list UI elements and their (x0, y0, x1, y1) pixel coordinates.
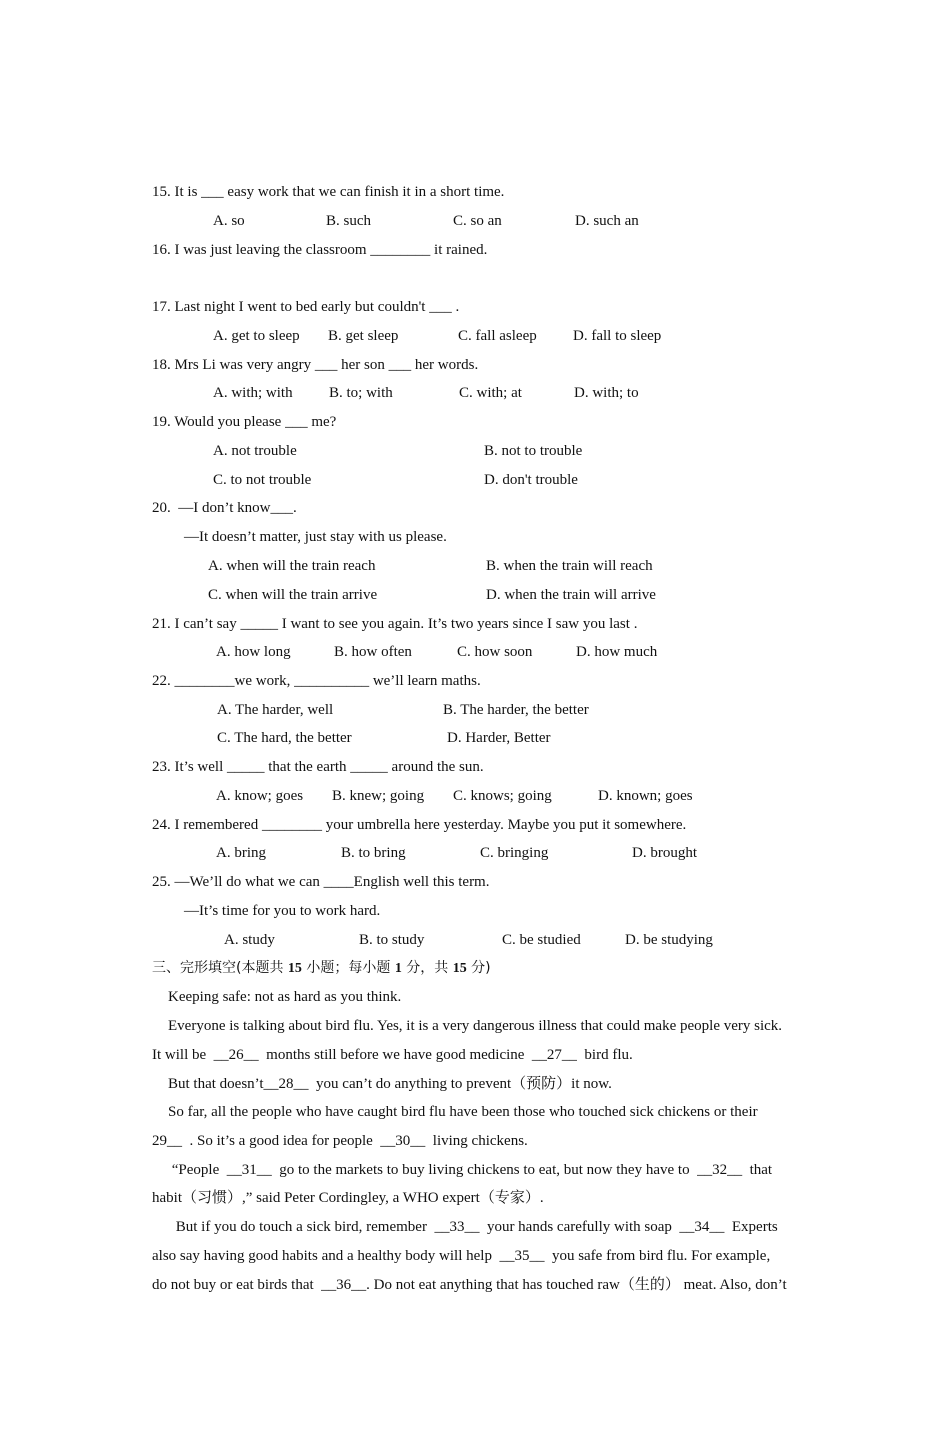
section-3-heading-part3: 分，共 (401, 960, 453, 976)
question-21-option-d: D. how much (576, 644, 658, 660)
passage-line: do not buy or eat birds that __36__. Do not eat anything that has touched raw（生的） meat. Also, don’t (152, 1277, 787, 1293)
question-24-option-b: B. to bring (341, 845, 406, 861)
section-3-heading (152, 959, 491, 978)
question-18-stem: 18. Mrs Li was very angry ___ her son ___ her words. (152, 357, 479, 373)
question-15-option-a: A. so (213, 213, 245, 229)
question-24-option-d: D. brought (632, 845, 697, 861)
section-3-heading-part4: 分) (466, 960, 491, 976)
section-3-heading-part1: 三、完形填空(本题共 (152, 960, 288, 976)
question-21-option-b: B. how often (334, 644, 412, 660)
question-19-option-b: B. not to trouble (484, 443, 583, 459)
question-15-option-b: B. such (326, 213, 371, 229)
question-20-option-b: B. when the train will reach (486, 558, 653, 574)
question-18-option-a: A. with; with (213, 385, 293, 401)
question-20-reply: —It doesn’t matter, just stay with us please. (184, 529, 447, 545)
question-20-option-d: D. when the train will arrive (486, 587, 656, 603)
question-23-option-a: A. know; goes (216, 788, 304, 804)
passage-line: also say having good habits and a healthy body will help __35__ you safe from bird flu. For example, (152, 1248, 771, 1264)
question-15-option-c: C. so an (453, 213, 502, 229)
question-19-option-a: A. not trouble (213, 443, 297, 459)
passage-line: habit（习惯）,” said Peter Cordingley, a WHO expert（专家）. (152, 1190, 544, 1206)
question-17-option-b: B. get sleep (328, 328, 399, 344)
question-25-option-b: B. to study (359, 932, 425, 948)
passage-line: Everyone is talking about bird flu. Yes, it is a very dangerous illness that could make people very sick. (168, 1018, 783, 1034)
question-18-option-b: B. to; with (329, 385, 393, 401)
question-21-option-a: A. how long (216, 644, 291, 660)
question-25-stem: 25. —We’ll do what we can ____English well this term. (152, 874, 490, 890)
question-23-option-d: D. known; goes (598, 788, 693, 804)
question-20-stem: 20. —I don’t know___. (152, 500, 297, 516)
question-24-stem: 24. I remembered ________ your umbrella here yesterday. Maybe you put it somewhere. (152, 817, 687, 833)
question-25-option-a: A. study (224, 932, 275, 948)
question-17-option-a: A. get to sleep (213, 328, 300, 344)
question-20-option-c: C. when will the train arrive (208, 587, 378, 603)
question-24-option-a: A. bring (216, 845, 266, 861)
section-3-heading-part2: 小题；每小题 (301, 960, 395, 976)
question-22-option-a: A. The harder, well (217, 702, 334, 718)
passage-line: 29__ . So it’s a good idea for people __30__ living chickens. (152, 1133, 528, 1149)
question-17-option-d: D. fall to sleep (573, 328, 662, 344)
question-25-reply: —It’s time for you to work hard. (184, 903, 381, 919)
question-22-option-c: C. The hard, the better (217, 730, 352, 746)
passage-title: Keeping safe: not as hard as you think. (168, 989, 402, 1005)
passage-line: But that doesn’t__28__ you can’t do anything to prevent（预防）it now. (168, 1076, 612, 1092)
question-15-stem: 15. It is ___ easy work that we can finish it in a short time. (152, 184, 505, 200)
question-25-option-c: C. be studied (502, 932, 581, 948)
question-18-option-d: D. with; to (574, 385, 639, 401)
question-23-stem: 23. It’s well _____ that the earth _____ around the sun. (152, 759, 484, 775)
question-16-stem: 16. I was just leaving the classroom ________ it rained. (152, 242, 488, 258)
question-23-option-b: B. knew; going (332, 788, 425, 804)
passage-line: It will be __26__ months still before we have good medicine __27__ bird flu. (152, 1047, 633, 1063)
question-18-option-c: C. with; at (459, 385, 522, 401)
question-22-option-d: D. Harder, Better (447, 730, 551, 746)
question-20-option-a: A. when will the train reach (208, 558, 376, 574)
passage-line: “People __31__ go to the markets to buy living chickens to eat, but now they have to __32__ that (168, 1162, 773, 1178)
question-21-option-c: C. how soon (457, 644, 533, 660)
question-17-stem: 17. Last night I went to bed early but couldn't ___ . (152, 299, 460, 315)
question-19-option-c: C. to not trouble (213, 472, 312, 488)
question-15-option-d: D. such an (575, 213, 639, 229)
question-23-option-c: C. knows; going (453, 788, 552, 804)
question-19-stem: 19. Would you please ___ me? (152, 414, 337, 430)
passage-line: So far, all the people who have caught bird flu have been those who touched sick chickens or their (168, 1104, 758, 1120)
question-25-option-d: D. be studying (625, 932, 713, 948)
question-19-option-d: D. don't trouble (484, 472, 578, 488)
section-3-points-each: 1 (394, 961, 402, 976)
question-24-option-c: C. bringing (480, 845, 549, 861)
section-3-points-total: 15 (452, 961, 467, 976)
question-17-option-c: C. fall asleep (458, 328, 537, 344)
question-21-stem: 21. I can’t say _____ I want to see you again. It’s two years since I saw you last . (152, 616, 638, 632)
question-22-option-b: B. The harder, the better (443, 702, 589, 718)
question-22-stem: 22. ________we work, __________ we’ll learn maths. (152, 673, 481, 689)
passage-line: But if you do touch a sick bird, remember __33__ your hands carefully with soap __34__ Experts (172, 1219, 778, 1235)
section-3-question-count: 15 (287, 961, 302, 976)
